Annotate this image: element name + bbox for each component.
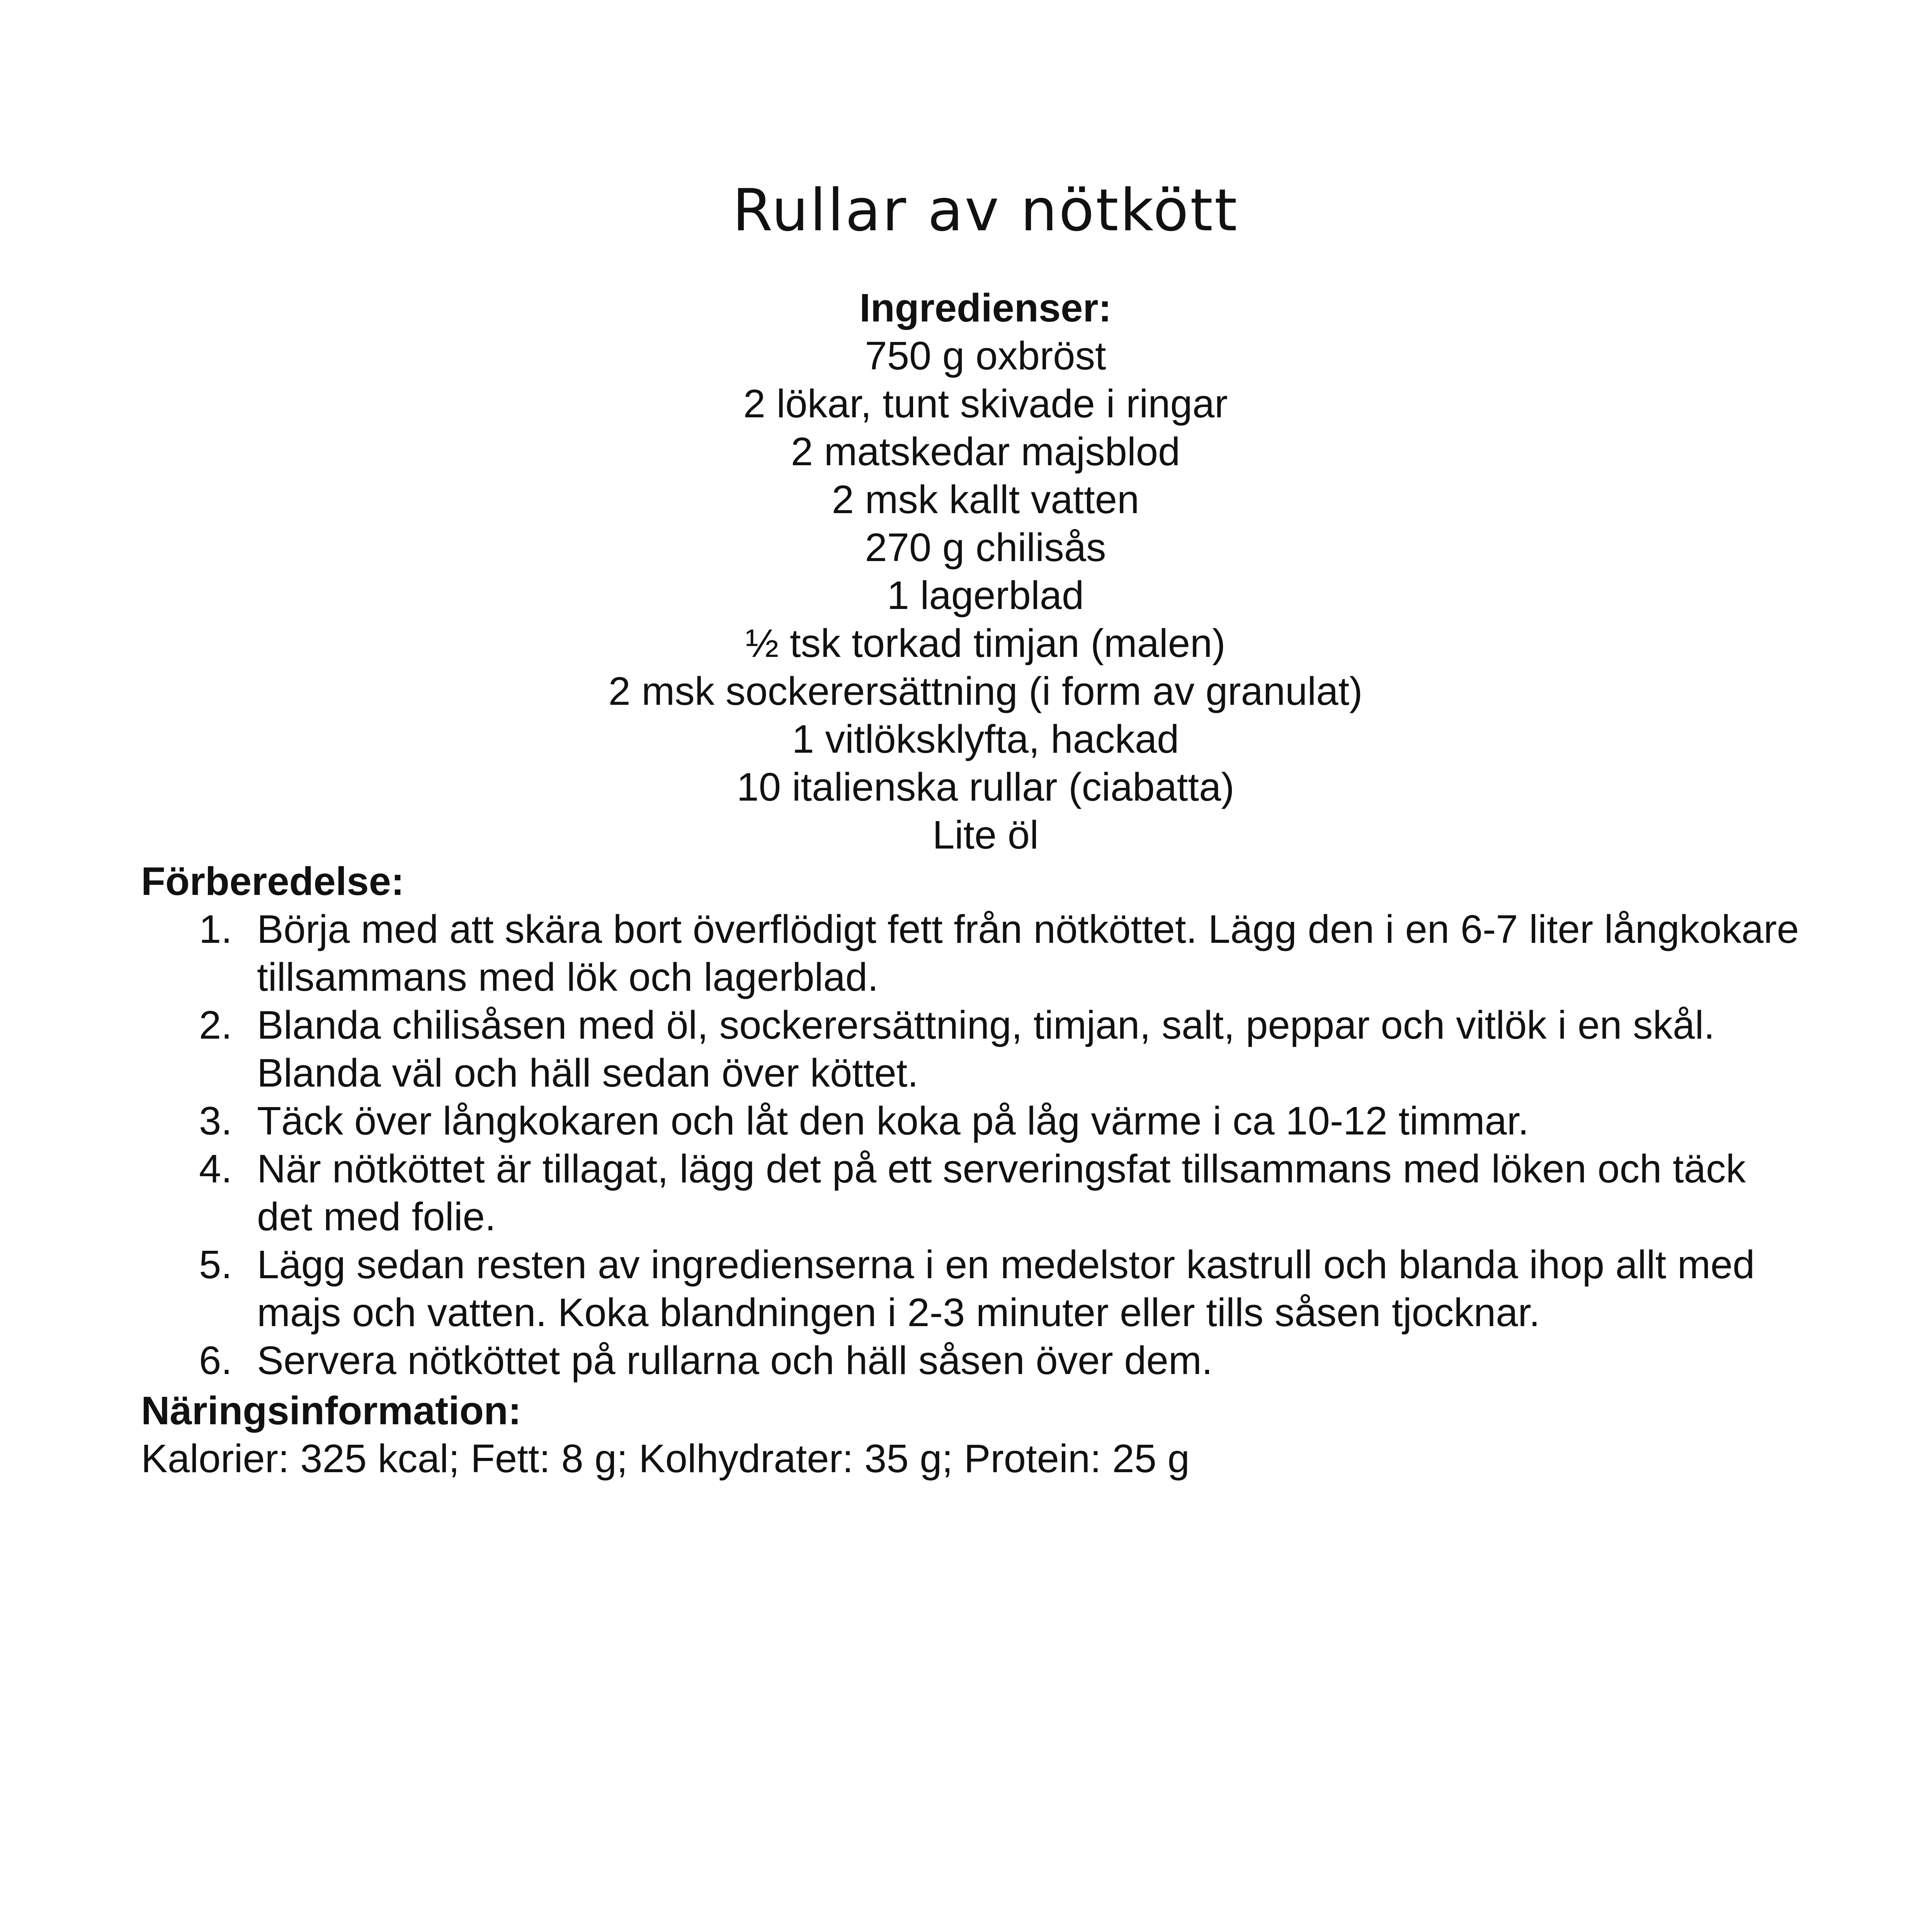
step-item (141, 1337, 1803, 1384)
step-number: 2. (199, 1003, 232, 1047)
step-text: Börja med att skära bort överflödigt fett från nötköttet. Lägg den i en 6-7 liter långkokare tillsammans med lök och lagerblad. (257, 907, 1799, 999)
ingredients-list (0, 332, 1932, 859)
ingredient-item: 1 lagerblad (887, 573, 1084, 617)
ingredient-item: 750 g oxbröst (865, 333, 1106, 378)
step-number: 1. (199, 907, 232, 951)
ingredients-section (0, 284, 1932, 859)
step-text: Täck över långkokaren och låt den koka på låg värme i ca 10-12 timmar. (257, 1099, 1529, 1143)
step-number: 6. (199, 1338, 232, 1383)
ingredient-item: ½ tsk torkad timjan (malen) (745, 621, 1226, 665)
step-item (141, 1001, 1803, 1097)
nutrition-heading: Näringsinformation: (141, 1388, 522, 1433)
ingredients-heading: Ingredienser: (859, 286, 1112, 330)
ingredient-item: 1 vitlöksklyfta, hackad (792, 717, 1179, 761)
preparation-heading: Förberedelse: (141, 859, 405, 903)
step-item (141, 905, 1803, 1001)
ingredient-item: 270 g chilisås (865, 525, 1106, 570)
step-number: 5. (199, 1242, 232, 1287)
step-number: 4. (199, 1146, 232, 1191)
step-text: När nötköttet är tillagat, lägg det på ett serveringsfat tillsammans med löken och täck det med folie. (257, 1146, 1746, 1239)
ingredient-item: 2 lökar, tunt skivade i ringar (743, 381, 1228, 426)
preparation-steps (141, 905, 1803, 1384)
ingredient-item: 2 matskedar majsblod (791, 429, 1180, 474)
step-item (141, 1241, 1803, 1337)
recipe-title: Rullar av nötkött (732, 177, 1239, 244)
step-text: Lägg sedan resten av ingredienserna i en medelstor kastrull och blanda ihop allt med majs och vatten. Koka blandningen i 2-3 minuter eller tills såsen tjocknar. (257, 1242, 1755, 1335)
step-number: 3. (199, 1099, 232, 1143)
step-text: Servera nötköttet på rullarna och häll såsen över dem. (257, 1338, 1213, 1383)
nutrition-text: Kalorier: 325 kcal; Fett: 8 g; Kolhydrater: 35 g; Protein: 25 g (141, 1436, 1190, 1481)
ingredient-item: 2 msk kallt vatten (832, 477, 1139, 522)
ingredient-item: Lite öl (932, 813, 1039, 857)
step-item (141, 1145, 1803, 1241)
step-item (141, 1097, 1803, 1145)
step-text: Blanda chilisåsen med öl, sockerersättning, timjan, salt, peppar och vitlök i en skål. Blanda väl och häll sedan över köttet. (257, 1003, 1715, 1095)
ingredient-item: 10 italienska rullar (ciabatta) (736, 765, 1235, 809)
ingredient-item: 2 msk sockerersättning (i form av granulat) (608, 669, 1363, 713)
